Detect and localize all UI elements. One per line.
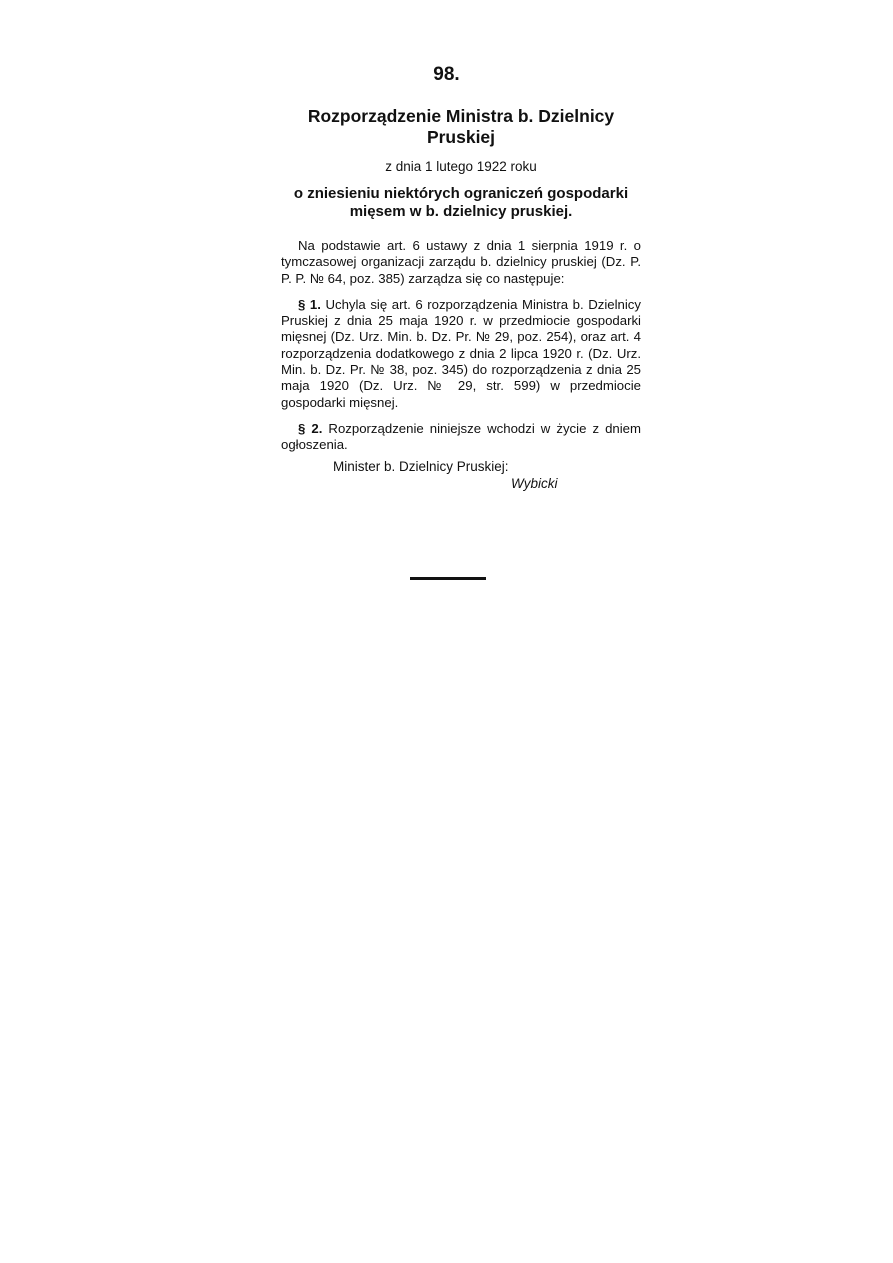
page-number: 98. xyxy=(433,64,460,85)
date-line: z dnia 1 lutego 1922 roku xyxy=(385,159,537,174)
section-2-text: Rozporządzenie niniejsze wchodzi w życie z dniem ogłoszenia. xyxy=(281,420,641,453)
document-subject: o zniesieniu niektórych ograniczeń gospodarki mięsem w b. dzielnicy pruskiej. xyxy=(293,185,629,220)
end-rule xyxy=(410,577,486,580)
document-title: Rozporządzenie Ministra b. Dzielnicy Pruskiej xyxy=(307,106,615,147)
document-body xyxy=(281,106,641,492)
signer-title: Minister b. Dzielnicy Pruskiej: xyxy=(333,458,509,474)
section-2-label: § 2. xyxy=(298,420,323,436)
signature-name: Wybicki xyxy=(511,475,558,491)
section-2-paragraph xyxy=(281,421,641,454)
section-1-label: § 1. xyxy=(298,296,321,312)
section-1-paragraph xyxy=(281,297,641,411)
section-1-text: Uchyla się art. 6 rozporządzenia Ministra b. Dzielnicy Pruskiej z dnia 25 maja 1920 r. w przedmiocie gospodarki mięsnej (Dz. Urz. Min. b. Dz. Pr. № 29, poz. 254), oraz art. 4 rozporządzenia dodatkowego z dnia 2 lipca 1920 r. (Dz. Urz. Min. b. Dz. Pr. № 38, poz. 345) do rozporządzenia z dnia 25 maja 1920 (Dz. Urz. № 29, str. 599) w przedmiocie gospodarki mięsnej. xyxy=(281,296,641,410)
preamble-paragraph: Na podstawie art. 6 ustawy z dnia 1 sierpnia 1919 r. o tymczasowej organizacji zarządu b. dzielnicy pruskiej (Dz. P. P. P. № 64, poz. 385) zarządza się co następuje: xyxy=(281,238,641,286)
